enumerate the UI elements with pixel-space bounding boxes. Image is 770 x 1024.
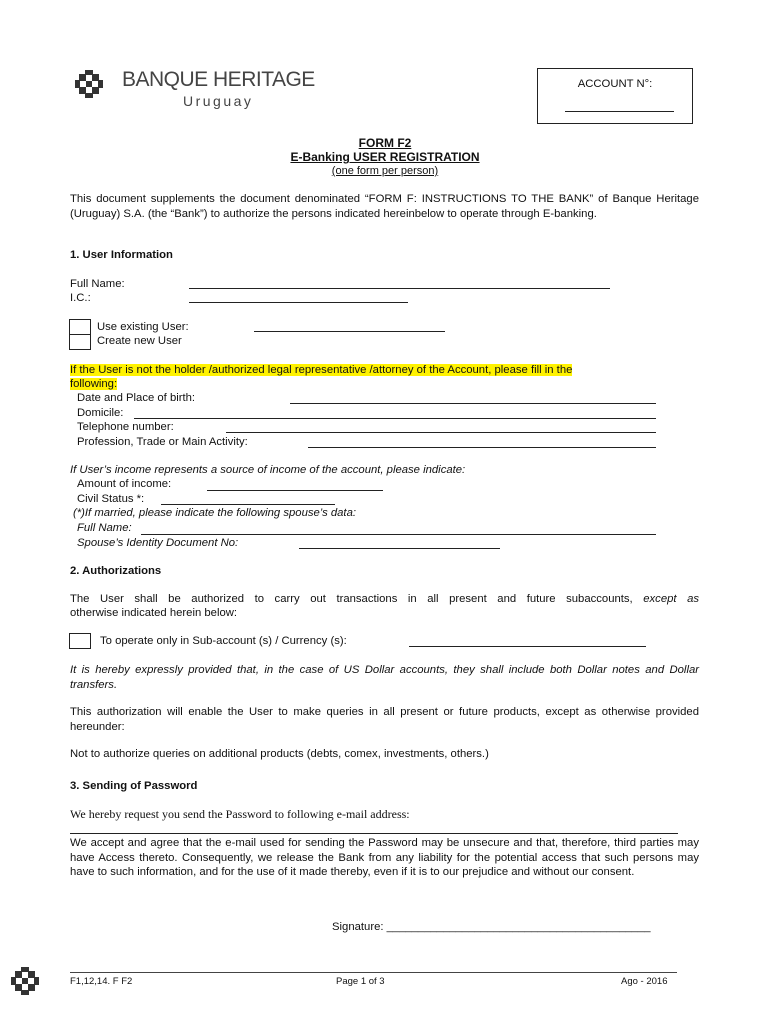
date-place-birth-field[interactable] xyxy=(290,403,656,404)
spouse-id-field[interactable] xyxy=(299,548,500,549)
subaccount-label: To operate only in Sub-account (s) / Currency (s): xyxy=(100,635,347,647)
intro-paragraph: This document supplements the document denominated “FORM F: INSTRUCTIONS TO THE BANK” of Banque Heritage (Uruguay) S.A. (the “Bank”) to authorize the persons indicated hereinbelow to operate through E-banking. xyxy=(70,193,699,220)
amount-income-field[interactable] xyxy=(207,490,383,491)
subaccount-field[interactable] xyxy=(409,646,646,647)
holder-notice-line1: If the User is not the holder /authorized legal representative /attorney of the Account, please fill in the xyxy=(70,364,573,376)
account-number-field[interactable] xyxy=(565,111,674,112)
authorization-para-line2: otherwise indicated herein below: xyxy=(70,607,238,619)
use-existing-user-checkbox[interactable] xyxy=(69,319,91,335)
footer-code: F1,12,14. F F2 xyxy=(70,976,133,987)
acceptance-paragraph: We accept and agree that the e-mail used for sending the Password may be unsecure and that, therefore, third parties may have Access thereto. Consequently, we release the Bank from any liability for the potential access that such persons may have to such information, and for the use of it made thereby, even if it is to our prejudice and without our consent. xyxy=(70,837,699,878)
spouse-name-field[interactable] xyxy=(141,534,656,535)
domicile-field[interactable] xyxy=(134,418,656,419)
signature-label: Signature: xyxy=(332,921,384,933)
spouse-name-label: Full Name: xyxy=(77,522,132,534)
subaccount-checkbox[interactable] xyxy=(69,633,91,649)
except-text: except as xyxy=(643,593,700,605)
banque-heritage-logo-icon xyxy=(75,70,103,98)
authorization-para-line1: The User shall be authorized to carry out transactions in all present and future subaccounts, except as xyxy=(70,593,700,605)
footer-logo-icon xyxy=(11,967,39,995)
email-address-field[interactable] xyxy=(70,833,678,834)
profession-field[interactable] xyxy=(308,447,656,448)
section3-heading: 3. Sending of Password xyxy=(70,780,198,792)
form-title: E-Banking USER REGISTRATION xyxy=(290,150,480,164)
not-authorize-text: Not to authorize queries on additional products (debts, comex, investments, others.) xyxy=(70,748,489,760)
form-id: FORM F2 xyxy=(358,136,412,150)
queries-paragraph: This authorization will enable the User to make queries in all present or future products, except as otherwise provided hereunder: xyxy=(70,706,699,733)
signature-block xyxy=(332,920,651,935)
married-note: (*)If married, please indicate the following spouse’s data: xyxy=(73,507,356,519)
create-new-user-label: Create new User xyxy=(97,335,182,347)
existing-user-field[interactable] xyxy=(254,331,445,332)
brand-country: Uruguay xyxy=(183,93,254,109)
domicile-label: Domicile: xyxy=(77,407,124,419)
footer-rule xyxy=(70,972,677,973)
password-request-text: We hereby request you send the Password to following e-mail address: xyxy=(70,807,410,821)
account-number-label: ACCOUNT N°: xyxy=(577,78,653,90)
section2-heading: 2. Authorizations xyxy=(70,565,162,577)
form-subtitle: (one form per person) xyxy=(331,165,439,177)
full-name-field[interactable] xyxy=(189,288,610,289)
profession-label: Profession, Trade or Main Activity: xyxy=(77,436,248,448)
brand-name: BANQUE HERITAGE xyxy=(122,68,315,91)
footer-page: Page 1 of 3 xyxy=(336,976,385,987)
telephone-label: Telephone number: xyxy=(77,421,174,433)
use-existing-user-label: Use existing User: xyxy=(97,321,189,333)
spouse-id-label: Spouse’s Identity Document No: xyxy=(77,537,239,549)
signature-line[interactable]: __________________________________________ xyxy=(386,921,651,933)
date-place-birth-label: Date and Place of birth: xyxy=(77,392,196,404)
ic-field[interactable] xyxy=(189,302,408,303)
amount-income-label: Amount of income: xyxy=(77,478,172,490)
create-new-user-checkbox[interactable] xyxy=(69,334,91,350)
civil-status-label: Civil Status *: xyxy=(77,493,145,505)
full-name-label: Full Name: xyxy=(70,278,125,290)
section1-heading: 1. User Information xyxy=(70,249,173,261)
footer-date: Ago - 2016 xyxy=(621,976,668,987)
telephone-field[interactable] xyxy=(226,432,656,433)
holder-notice-line2: following: xyxy=(70,378,118,390)
civil-status-field[interactable] xyxy=(161,504,335,505)
account-number-box xyxy=(537,68,693,124)
dollar-note: It is hereby expressly provided that, in the case of US Dollar accounts, they shall include both Dollar notes and Dollar transfers. xyxy=(70,664,699,691)
income-intro: If User’s income represents a source of income of the account, please indicate: xyxy=(70,464,466,476)
ic-label: I.C.: xyxy=(70,292,91,304)
